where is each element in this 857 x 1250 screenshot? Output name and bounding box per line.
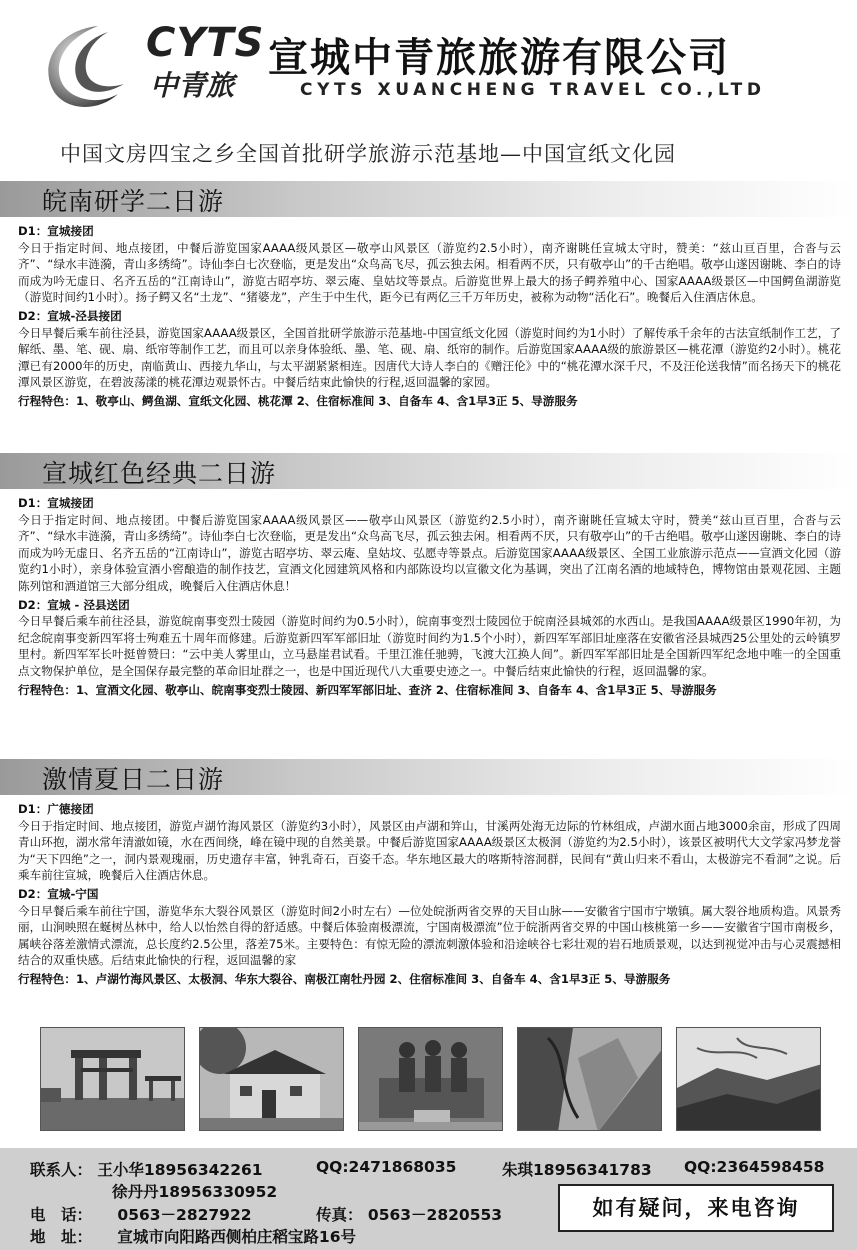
- logo-chinese: 中青旅: [150, 69, 235, 102]
- phone-row: [30, 1203, 252, 1225]
- day-label: D2：宣城-泾县接团: [18, 308, 122, 323]
- section-header: [0, 181, 857, 217]
- photo-strip: [40, 1027, 840, 1131]
- day-label: D2：宣城 - 泾县送团: [18, 597, 130, 612]
- fax-row: [316, 1203, 502, 1225]
- day-description: 今日早餐后乘车前往泾县，游览国家AAAA级景区，全国首批研学旅游示范基地-中国宣纸文化园（游览时间约为1小时）了解传承千余年的古法宣纸制作工艺，了解纸、墨、笔、砚、扇、纸帘等制作工艺，而且可以亲身体验纸、墨、笔、砚、扇、纸帘的制作。后游览国家AAAA级的旅游景区—桃花潭（游览约2小时）。桃花潭已有2000年的历史，南临黄山、西接九华山，与太平湖紧紧相连。因唐代大诗人李白的《赠汪伦》中的“桃花潭水深千尺，不及汪伦送我情”而名扬天下的桃花潭风景区游览，在碧波荡漾的桃花潭边观景怀古。中餐后结束此愉快的行程,返回温馨的家园。: [18, 325, 841, 390]
- section-body: [0, 795, 857, 988]
- day-label: D1：宣城接团: [18, 496, 94, 510]
- phone-label: 电 话：: [30, 1206, 93, 1224]
- tour-section-1: [0, 181, 857, 410]
- contact-label: 联系人：: [30, 1161, 93, 1179]
- logo-english: CYTS: [146, 20, 265, 66]
- day-description: 今日于指定时间、地点接团。中餐后游览国家AAAA级风景区——敬亭山风景区（游览约2.5小时），南齐谢眺任宣城太守时，赞美“兹山亘百里，合沓与云齐”、“绿水丰涟漪，青山多绣绮”。诗仙李白七次登临，更是发出“众鸟高飞尽，孤云独去闲。相看两不厌，只有敬亭山”的千古绝唱。敬亭山遂因谢眺、李白的诗而成为吟无虚日、名齐五岳的“江南诗山”，游览古昭亭坊、翠云庵、皇姑坟、弘愿寺等景点。后游览国家AAAA级景区、全国工业旅游示范点——宣酒文化园（游览约1小时），亲身体验宣酒小窖酿造的制作技艺，宣酒文化园建筑风格和内部陈设均以宣徽文化为基调，突出了江南名酒的地域特色，博物馆由景观花园、主题陈列馆和酒道馆三大部分组成，晚餐后入住酒店休息！: [18, 512, 841, 593]
- tour-features: 行程特色：1、宣酒文化园、敬亭山、皖南事变烈士陵园、新四军军部旧址、查济 2、住宿标准间 3、自备车 4、含1早3正 5、导游服务: [18, 682, 717, 697]
- company-name-cn: 宣城中青旅旅游有限公司: [268, 35, 730, 81]
- tour-features: 行程特色：1、敬亭山、鳄鱼湖、宣纸文化园、桃花潭 2、住宿标准间 3、自备车 4、含1早3正 5、导游服务: [18, 393, 578, 408]
- section-title: 皖南研学二日游: [42, 187, 225, 216]
- tour-features: 行程特色：1、卢湖竹海风景区、太极洞、华东大裂谷、南极江南牡丹园 2、住宿标准间 3、自备车 4、含1早3正 5、导游服务: [18, 971, 671, 986]
- photo-memorial-arch: [40, 1027, 185, 1131]
- address-row: [30, 1225, 356, 1247]
- day-label: D2：宣城-宁国: [18, 886, 99, 901]
- section-header: [0, 759, 857, 795]
- tagline: 中国文房四宝之乡全国首批研学旅游示范基地—中国宣纸文化园: [60, 142, 676, 166]
- phone-number[interactable]: 0563－2827922: [117, 1206, 252, 1224]
- contact-row-1: [30, 1158, 263, 1180]
- day-description: 今日于指定时间、地点接团，中餐后游览国家AAAA级风景区—敬亭山风景区（游览约2.5小时），南齐谢眺任宣城太守时，赞美：“兹山亘百里，合沓与云齐”、“绿水丰涟漪，青山多绣绮”。诗仙李白七次登临，更是发出“众鸟高飞尽，孤云独去闲。相看两不厌，只有敬亭山”的千古绝唱。敬亭山遂因谢眺、李白的诗而成为吟无虚日、名齐五岳的“江南诗山”，游览古昭亭坊、翠云庵、皇姑坟等景点。后游览世界上最大的扬子鳄养殖中心、国家AAAA级景区—中国鳄鱼湖游览（游览时间约1小时）。扬子鳄又名“土龙”、“猪婆龙”，产生于中生代，距今已有两亿三千万年历史，被称为动物“活化石”。晚餐后入住酒店休息。: [18, 240, 841, 305]
- address-label: 地 址：: [30, 1228, 93, 1246]
- qq-1[interactable]: QQ:2471868035: [316, 1158, 457, 1176]
- qq-2[interactable]: QQ:2364598458: [684, 1158, 825, 1176]
- contact-person-1[interactable]: 王小华18956342261: [97, 1161, 263, 1179]
- photo-canyon: [517, 1027, 662, 1131]
- day-description: 今日早餐后乘车前往泾县，游览皖南事变烈士陵园（游览时间约为0.5小时），皖南事变烈士陵园位于皖南泾县城郊的水西山。是我国AAAA级景区1990年初，为纪念皖南事变新四军将士殉难五十周年而修建。后游览新四军军部旧址（游览时间约为1.5个小时），新四军军部旧址座落在安徽省泾县城西25公里处的云岭镇罗里村。新四军军长叶挺曾赞曰：“云中美人雾里山，立马悬崖君试看。千里江淮任驰骋，飞渡大江换人间”。新四军军部旧址是全国新四军纪念地中唯一的全国重点文物保护单位，是全国保存最完整的革命旧址群之一，也是中国近现代八大重要史迹之一。中餐后结束此愉快的行程，返回温馨的家。: [18, 614, 841, 678]
- day-label: D1：广德接团: [18, 802, 94, 816]
- company-name-en: CYTS XUANCHENG TRAVEL CO.,LTD: [300, 80, 766, 100]
- section-body: [0, 217, 857, 410]
- tour-section-2: [0, 453, 857, 698]
- photo-forest: [676, 1027, 821, 1131]
- section-header: [0, 453, 857, 489]
- fax-number: 0563－2820553: [367, 1206, 503, 1224]
- letterhead: [0, 0, 857, 118]
- day-description: 今日早餐后乘车前往宁国，游览华东大裂谷风景区（游览时间2小时左右）—位处皖浙两省交界的天目山脉——安徽省宁国市宁墩镇。属大裂谷地质构造。风景秀丽，山涧映照在蜒树丛林中，给人以怡然自得的舒适感。中餐后体验南极漂流，宁国南极漂流”位于皖浙两省交界的中国山核桃第一乡——安徽省宁国市南极乡，属峡谷落差激情式漂流，总长度约2.5公里，落差75米。主要特色：有惊无险的漂流刺激体验和沿途峡谷七彩壮观的岩石地质景观，以达到视觉冲击与心灵震撼相结合的双重快感。后结束此愉快的行程，返回温馨的家: [18, 903, 841, 968]
- fax-label: 传真：: [316, 1206, 363, 1224]
- photo-old-building: [199, 1027, 344, 1131]
- section-title: 激情夏日二日游: [42, 765, 225, 794]
- contact-person-2[interactable]: 朱琪18956341783: [502, 1161, 652, 1179]
- cyts-logo-icon: [38, 22, 134, 112]
- photo-statues: [358, 1027, 503, 1131]
- tour-section-3: [0, 759, 857, 988]
- consult-banner: 如有疑问，来电咨询: [558, 1184, 834, 1232]
- contact-person-3[interactable]: 徐丹丹18956330952: [112, 1183, 278, 1201]
- day-label: D1：宣城接团: [18, 224, 94, 238]
- section-title: 宣城红色经典二日游: [42, 459, 277, 488]
- address-text: 宣城市向阳路西侧柏庄稻宝路16号: [117, 1228, 356, 1246]
- day-description: 今日于指定时间、地点接团，游览卢湖竹海风景区（游览约3小时），风景区由卢湖和笄山，甘溪两处海无边际的竹林组成，卢湖水面占地3000余亩，形成了四周青山环抱，湖水常年清澈如镜，水在西间绕，峰在镜中现的自然美景。中餐后游览国家AAAA级景区太极洞（游览约为2.5小时），该景区被明代大文学家冯梦龙誉为“天下四绝”之一，洞内景观瑰丽，历史遗存丰富，钟乳奇石，百姿千态。华东地区最大的喀斯特溶洞群，民间有“黄山归来不看山，太极游完不看洞”之说。后乘车前往宣城，晚餐后入住酒店休息。: [18, 818, 841, 883]
- section-body: [0, 489, 857, 698]
